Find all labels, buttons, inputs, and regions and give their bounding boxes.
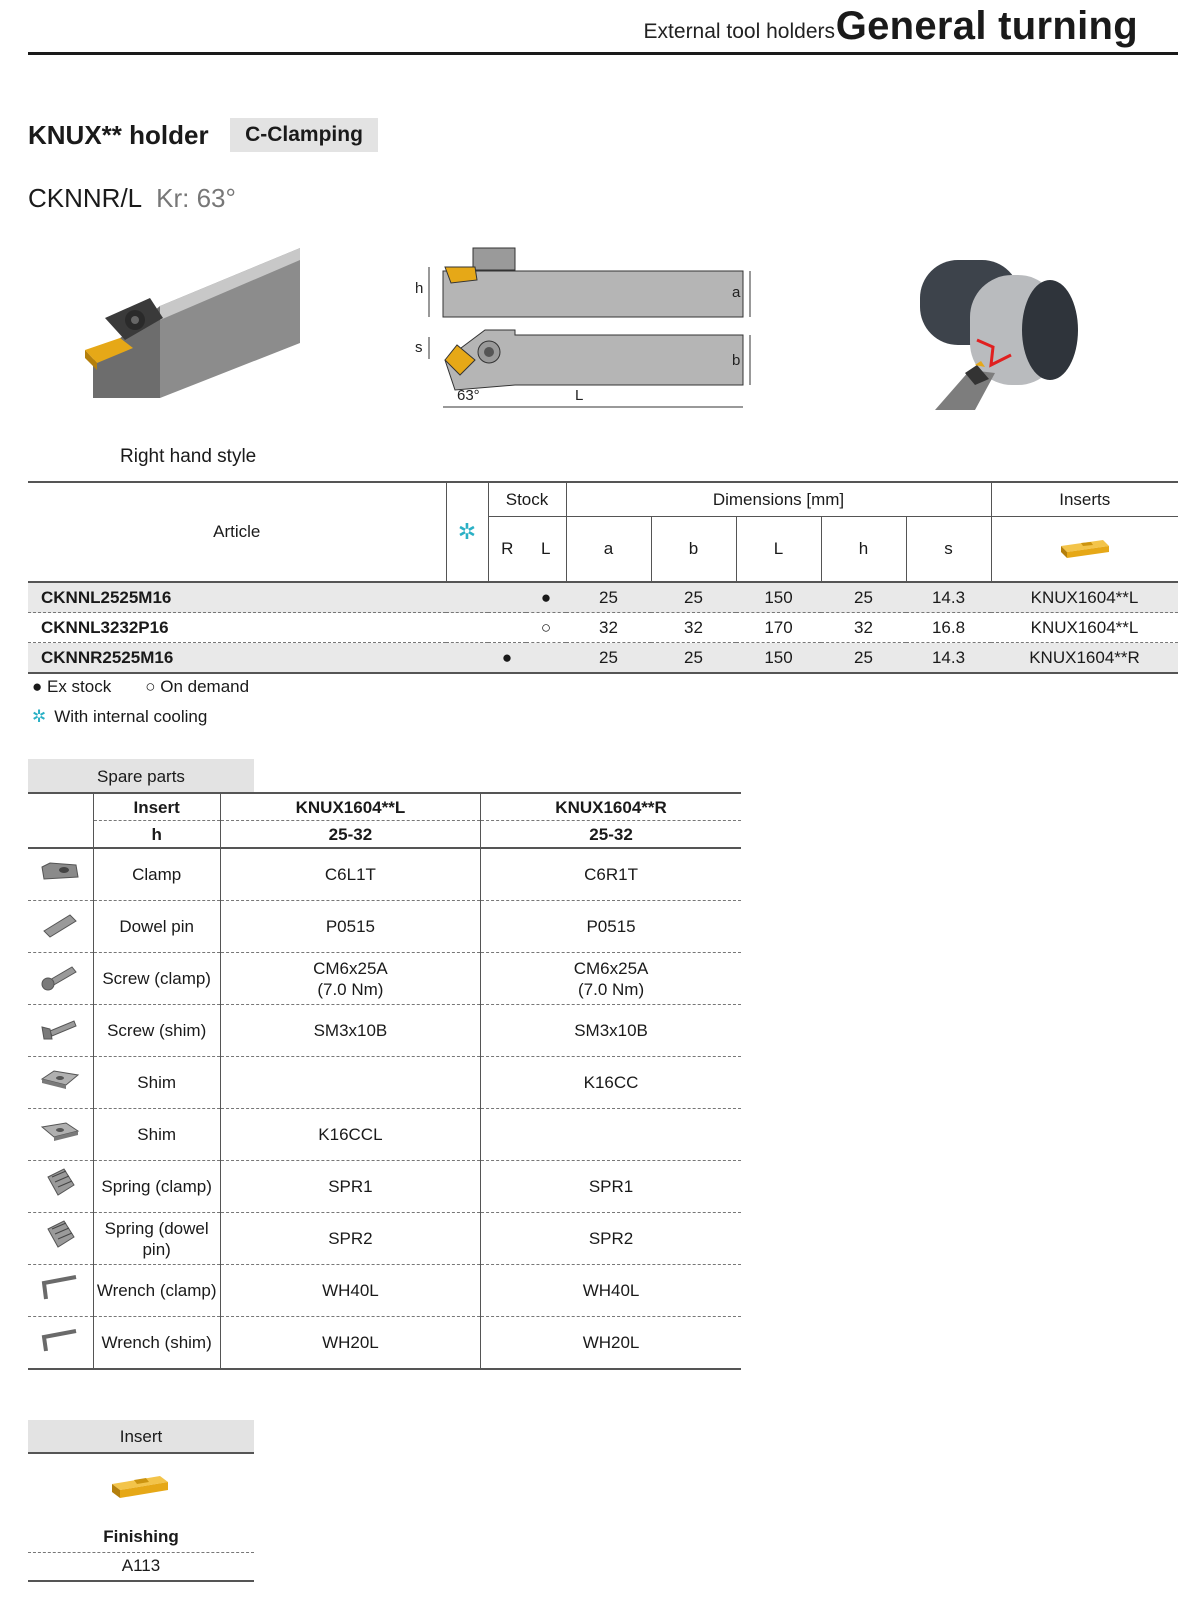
h-l-header: 25-32 <box>220 821 480 849</box>
dim-s-header: s <box>906 517 991 583</box>
holder-title: KNUX** holder <box>28 120 209 150</box>
spare-row <box>28 901 741 953</box>
article-code: CKNNL2525M16 <box>28 582 446 613</box>
spring-icon <box>40 1219 80 1253</box>
part-l-line1: CM6x25A <box>313 958 388 978</box>
part-name: Shim <box>93 1057 220 1109</box>
model-code: CKNNR/L <box>28 183 143 213</box>
h-r-header: 25-32 <box>481 821 741 849</box>
shim-icon <box>38 1067 82 1093</box>
dim-b: 32 <box>684 617 703 637</box>
insert-icon <box>1057 534 1113 560</box>
part-l <box>220 1057 480 1109</box>
part-r <box>481 953 741 1005</box>
part-r: WH20L <box>481 1317 741 1370</box>
article-table <box>28 481 1178 674</box>
dim-h-header: h <box>821 517 906 583</box>
dim-a: 32 <box>599 617 618 637</box>
dim-b: 25 <box>651 582 736 613</box>
model-line <box>28 183 236 214</box>
insert-image <box>108 1468 174 1502</box>
part-l: P0515 <box>220 901 480 953</box>
ex-stock-legend: ● Ex stock <box>32 677 112 696</box>
insert-type: Finishing <box>103 1527 179 1546</box>
insert-code: KNUX1604**L <box>991 582 1178 613</box>
part-r-line2: (7.0 Nm) <box>577 979 645 999</box>
stock-r <box>488 582 526 613</box>
part-l: C6L1T <box>220 848 480 901</box>
snowflake-icon: ✲ <box>32 707 47 726</box>
part-r: C6R1T <box>481 848 741 901</box>
part-name: Spring (dowel pin) <box>93 1213 220 1265</box>
stock-header: Stock <box>488 482 566 517</box>
dim-angle-label: 63° <box>457 387 480 404</box>
stock-r <box>488 613 526 643</box>
spare-parts-title: Spare parts <box>28 759 254 792</box>
part-r-line1: CM6x25A <box>573 958 649 978</box>
on-demand-legend: ○ On demand <box>145 677 250 696</box>
dim-L-label: L <box>575 387 584 404</box>
insert-code: KNUX1604**L <box>1030 617 1139 637</box>
stock-r: ● <box>488 643 526 674</box>
article-code: CKNNR2525M16 <box>28 643 446 674</box>
dim-L: 150 <box>736 643 821 674</box>
dim-b-header: b <box>651 517 736 583</box>
wrench-icon <box>38 1273 82 1303</box>
clamping-badge: C-Clamping <box>230 118 378 152</box>
part-name: Dowel pin <box>93 901 220 953</box>
icon-column-header <box>28 793 93 848</box>
part-name: Clamp <box>93 848 220 901</box>
part-l: WH40L <box>220 1265 480 1317</box>
right-hand-caption: Right hand style <box>120 446 257 467</box>
spare-row <box>28 1317 741 1370</box>
h-label-header: h <box>93 821 220 849</box>
insert-grade: A113 <box>121 1556 161 1575</box>
stock-legend <box>32 677 283 697</box>
spare-row <box>28 1213 741 1265</box>
header-divider <box>28 52 1178 55</box>
wrench-icon <box>38 1325 82 1355</box>
part-l <box>220 953 480 1005</box>
workpiece-image <box>915 255 1085 410</box>
dim-h-label: h <box>415 280 424 297</box>
part-r <box>481 1109 741 1161</box>
dim-b: 25 <box>651 643 736 674</box>
holder-3d-image <box>85 248 315 408</box>
spare-row <box>28 1161 741 1213</box>
insert-code: KNUX1604**R <box>991 643 1178 674</box>
dim-s-label: s <box>415 339 423 356</box>
part-name: Wrench (shim) <box>93 1317 220 1370</box>
part-r: SPR2 <box>481 1213 741 1265</box>
spare-parts-table <box>28 792 741 1370</box>
dim-a: 25 <box>566 582 651 613</box>
screw-shim-icon <box>38 1013 82 1043</box>
stock-l: ○ <box>540 617 552 637</box>
insert-block-title: Insert <box>28 1420 254 1454</box>
dim-L: 170 <box>764 617 793 637</box>
insert-label-header: Insert <box>93 793 220 821</box>
dim-b-label: b <box>732 352 741 369</box>
spare-row <box>28 953 741 1005</box>
dimension-drawing <box>415 245 775 420</box>
part-r: SM3x10B <box>481 1005 741 1057</box>
stock-r-header: R <box>488 517 526 583</box>
snowflake-icon: ✲ <box>457 519 477 544</box>
dim-a-header: a <box>566 517 651 583</box>
dim-h: 32 <box>854 617 873 637</box>
article-header: Article <box>213 522 261 541</box>
clamp-icon <box>38 859 82 885</box>
inserts-header: Inserts <box>991 482 1178 517</box>
spare-row <box>28 1057 741 1109</box>
section-subtitle: External tool holders <box>643 20 835 43</box>
part-name: Spring (clamp) <box>93 1161 220 1213</box>
part-r: P0515 <box>481 901 741 953</box>
part-l-line2: (7.0 Nm) <box>317 979 384 999</box>
cooling-legend <box>32 707 207 727</box>
cooling-header <box>446 482 488 582</box>
stock-l: ● <box>526 582 566 613</box>
shim-icon <box>38 1119 82 1145</box>
part-l: SPR1 <box>220 1161 480 1213</box>
part-l: SM3x10B <box>220 1005 480 1057</box>
spare-row <box>28 1265 741 1317</box>
insert-l-header: KNUX1604**L <box>220 793 480 821</box>
dimensions-header: Dimensions [mm] <box>566 482 991 517</box>
stock-l <box>526 643 566 674</box>
part-r: K16CC <box>481 1057 741 1109</box>
dim-h: 25 <box>821 582 906 613</box>
dim-s: 14.3 <box>906 582 991 613</box>
section-title: General turning <box>835 4 1138 48</box>
part-r: WH40L <box>481 1265 741 1317</box>
spring-icon <box>40 1167 80 1201</box>
dim-s: 14.3 <box>906 643 991 674</box>
screw-clamp-icon <box>38 961 82 991</box>
part-name: Shim <box>93 1109 220 1161</box>
insert-divider <box>28 1552 254 1553</box>
dim-a: 25 <box>566 643 651 674</box>
dim-s: 16.8 <box>931 617 966 637</box>
part-name: Wrench (clamp) <box>93 1265 220 1317</box>
spare-row <box>28 1109 741 1161</box>
spare-row <box>28 848 741 901</box>
dowel-pin-icon <box>38 909 82 939</box>
part-l: SPR2 <box>220 1213 480 1265</box>
part-name: Screw (clamp) <box>93 953 220 1005</box>
insert-image-header <box>991 517 1178 583</box>
dim-h: 25 <box>821 643 906 674</box>
spare-row <box>28 1005 741 1057</box>
cooling-legend-text: With internal cooling <box>54 707 208 726</box>
dim-L: 150 <box>736 582 821 613</box>
insert-r-header: KNUX1604**R <box>481 793 741 821</box>
dim-L-header: L <box>736 517 821 583</box>
insert-bottom-rule <box>28 1580 254 1582</box>
stock-l-header: L <box>541 539 551 558</box>
article-code: CKNNL3232P16 <box>41 617 169 637</box>
part-name: Screw (shim) <box>93 1005 220 1057</box>
kr-angle: Kr: 63° <box>156 183 236 213</box>
dim-a-label: a <box>732 284 741 301</box>
part-l: K16CCL <box>220 1109 480 1161</box>
part-l: WH20L <box>220 1317 480 1370</box>
part-r: SPR1 <box>481 1161 741 1213</box>
